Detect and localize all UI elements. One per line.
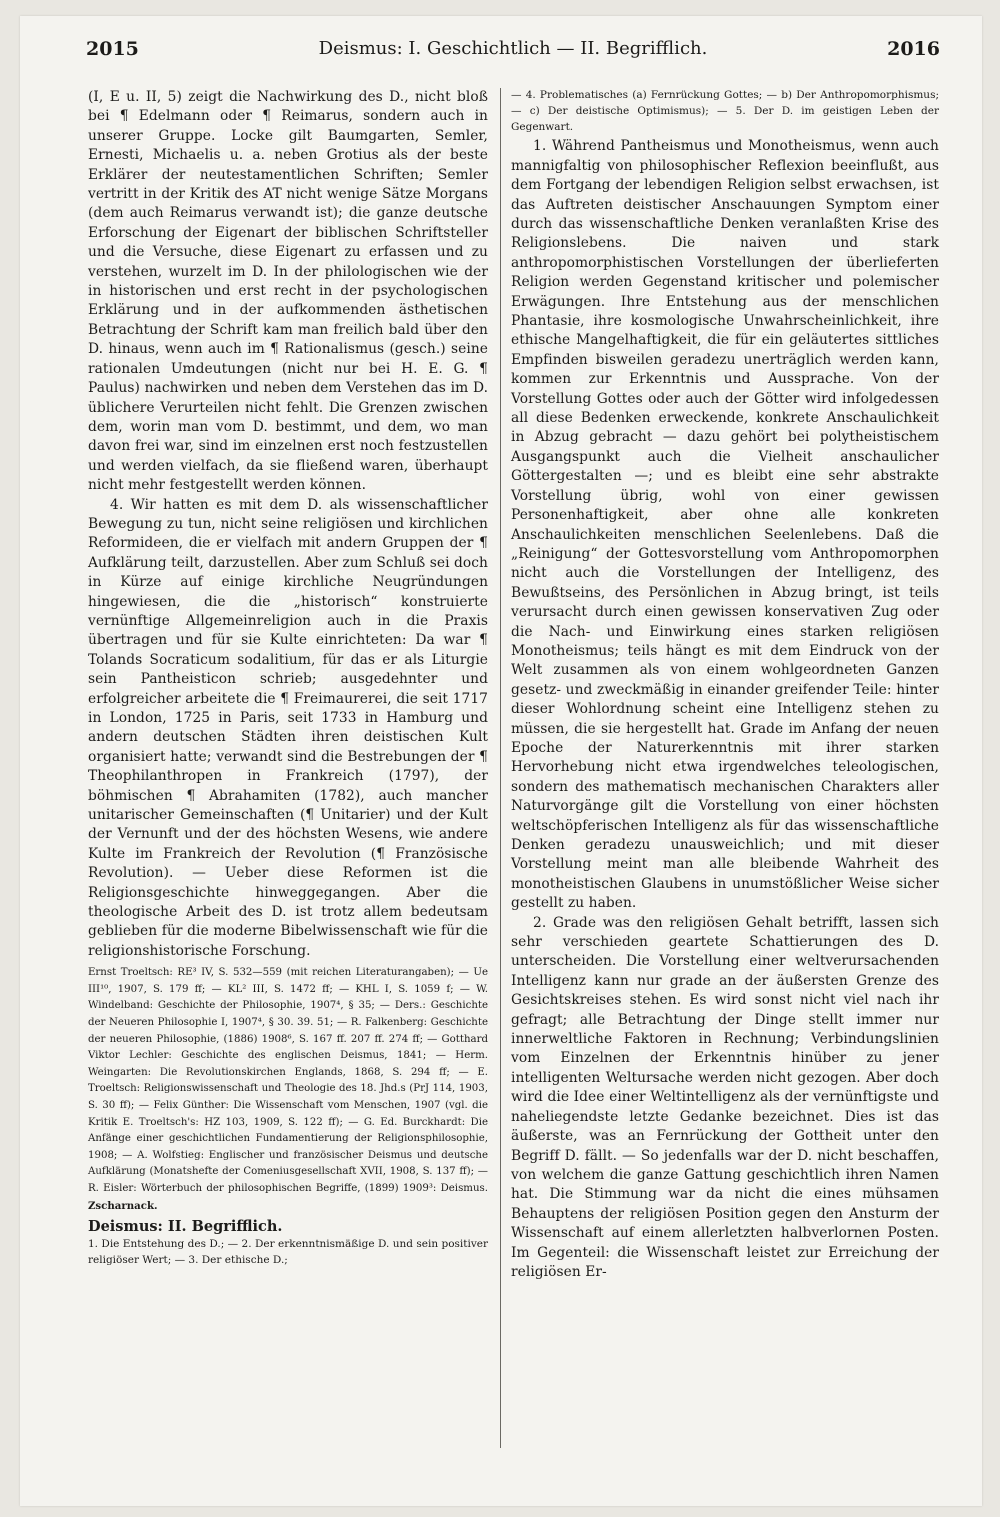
right-column (511, 88, 939, 1282)
literature-references (88, 965, 488, 1215)
section-toc-left: 1. Die Entstehung des D.; — 2. Der erkenntnismäßige D. und sein positiver religiöser Wert; — 3. Der ethische D.; (88, 1238, 488, 1266)
page-number-right: 2016 (887, 38, 940, 60)
left-paragraph-2: 4. Wir hatten es mit dem D. als wissenschaftlicher Bewegung zu tun, nicht seine religiösen und kirchlichen Reformideen, die er vielfach mit andern Gruppen der ¶ Aufklärung teilt, darzustellen. Aber zum Schluß sei doch in Kürze auf einige kirchliche Neugründungen hingewiesen, die die „historisch“ konstruierte vernünftige Allgemeinreligion auch in die Praxis übertragen und für sie Kulte einrichteten: Da war ¶ Tolands Socraticum sodalitium, für das er als Liturgie sein Pantheisticon schrieb; ausgedehnter und erfolgreicher arbeitete die ¶ Freimaurerei, die seit 1717 in London, 1725 in Paris, seit 1733 in Hamburg und andern deutschen Städten ihren deistischen Kult organisiert hatte; verwandt sind die Bestrebungen der ¶ Theophilanthropen in Frankreich (1797), der böhmischen ¶ Abrahamiten (1782), auch mancher unitarischer Gemeinschaften (¶ Unitarier) und der Kult der Vernunft und der des höchsten Wesens, wie andere Kulte im Frankreich der Revolution (¶ Französische Revolution). — Ueber diese Reformen ist die Religionsgeschichte hinweggegangen. Aber die theologische Arbeit des D. ist trotz allem bedeutsam geblieben für die moderne Bibelwissenschaft wie für die religionshistorische Forschung. (88, 496, 488, 959)
column-divider (500, 88, 501, 1448)
section-toc-right: — 4. Problematisches (a) Fernrückung Gottes; — b) Der Anthropomorphismus; — c) Der deistische Optimismus); — 5. Der D. im geistigen Leben der Gegenwart. (511, 89, 939, 133)
page-number-left: 2015 (86, 38, 139, 60)
left-column (88, 88, 488, 1269)
literature-author: Zscharnack. (88, 1199, 158, 1212)
right-paragraph-2: 2. Grade was den religiösen Gehalt betrifft, lassen sich sehr verschieden geartete Schattierungen des D. unterscheiden. Die Vorstellung einer weltverursachenden Intelligenz kann nur grade an der äußersten Grenze des Gesichtskreises stehen. Es wird sonst nicht viel nach ihr gefragt; alle Betrachtung der Dinge stellt immer nur innerweltliche Faktoren in Rechnung; Verbindungslinien vom Einzelnen der Erkenntnis hinüber zu jener intelligenten Weltursache werden nicht gezogen. Aber doch wird die Idee einer Weltintelligenz als der vernünftigste und naheliegendste letzte Gedanke bezeichnet. Dies ist das äußerste, was an Fernrückung der Gottheit unter den Begriff D. fällt. — So jedenfalls war der D. nicht beschaffen, von welchem die ganze Gattung geschichtlich ihren Namen hat. Die Stimmung war da nicht die eines mühsamen Behauptens der religiösen Position gegen den Ansturm der Wissenschaft auf einem allerletzten halbverlornen Posten. Im Gegenteil: die Wissenschaft leistet zur Erreichung der religiösen Er- (511, 914, 939, 1280)
section-title: Deismus: II. Begrifflich. (88, 1218, 283, 1236)
right-paragraph-1: 1. Während Pantheismus und Monotheismus, wenn auch mannigfaltig von philosophischer Reflexion beeinflußt, aus dem Fortgang der lebendigen Religion selbst erwachsen, ist das Auftreten deistischer Anschauungen Symptom einer durch das wissenschaftliche Denken veranlaßten Krise des Religionslebens. Die naiven und stark anthropomorphistischen Vorstellungen der überlieferten Religion werden Gegenstand kritischer und polemischer Erwägungen. Ihre Entstehung aus der menschlichen Phantasie, ihre kosmologische Unwahrscheinlichkeit, ihre ethische Mangelhaftigkeit, die für ein geläutertes sittliches Empfinden bisweilen geradezu unerträglich werden kann, kommen zur Erkenntnis und Aussprache. Von der Vorstellung Gottes oder auch der Götter wird infolgedessen all diese Bedenken erweckende, konkrete Anschaulichkeit in Abzug gebracht — dazu gehört bei polytheistischem Ausgangspunkt auch die Vielheit anschaulicher Göttergestalten —; und es bleibt eine sehr abstrakte Vorstellung übrig, wohl von einer gewissen Personenhaftigkeit, aber ohne alle konkreten Anschaulichkeiten menschlichen Seelenlebens. Daß die „Reinigung“ der Gottesvorstellung vom Anthropomorphen nicht auch die Vorstellungen der Intelligenz, des Bewußtseins, des Persönlichen in Abzug bringt, ist teils verursacht durch einen gewissen konservativen Zug oder die Nach- und Einwirkung eines starken religiösen Monotheismus; teils hängt es mit dem Eindruck von der Welt zusammen als von einem wohlgeordneten Ganzen gesetz- und zweckmäßig in einander greifender Teile: hinter dieser Wohlordnung scheint eine Intelligenz stehen zu müssen, die sie hergestellt hat. Grade im Anfang der neuen Epoche der Naturerkenntnis mit ihrer starken Hervorhebung nicht etwa irgendwelches teleologischen, sondern des mathematisch mechanischen Charakters aller Naturvorgänge gilt die Vorstellung von einer höchsten weltschöpferischen Intelligenz als für das wissenschaftliche Denken geradezu unausweichlich; und mit dieser Vorstellung meint man alle bleibende Wahrheit des monotheistischen Glaubens in unumstößlicher Weise sicher gestellt zu haben. (511, 138, 939, 912)
running-title: Deismus: I. Geschichtlich — II. Begrifflich. (318, 38, 708, 59)
left-paragraph-1: (I, E u. II, 5) zeigt die Nachwirkung des D., nicht bloß bei ¶ Edelmann oder ¶ Reimarus, sondern auch in unserer Gruppe. Locke gilt Baumgarten, Semler, Ernesti, Michaelis u. a. neben Grotius als der beste Erklärer der neutestamentlichen Schriften; Semler vertritt in der Kritik des AT nicht wenige Sätze Morgans (dem auch Reimarus verwandt ist); die ganze deutsche Erforschung der Eigenart der biblischen Schriftsteller und die Versuche, diese Eigenart zu erfassen und zu verstehen, wurzelt im D. In der philologischen wie der in historischen und erst recht in der psychologischen Erklärung und in der aufkommenden ästhetischen Betrachtung der Schrift kam man freilich bald über den D. hinaus, wenn auch im ¶ Rationalismus (gesch.) seine rationalen Umdeutungen (nicht nur bei H. E. G. ¶ Paulus) nachwirken und neben dem Verstehen das im D. üblichere Verurteilen nicht fehlt. Die Grenzen zwischen dem, worin man vom D. bestimmt, und dem, wo man davon frei war, sind im einzelnen erst noch festzustellen und werden vielfach, da sie fließend waren, überhaupt nicht mehr festgestellt werden können. (88, 89, 488, 494)
literature-text: Ernst Troeltsch: RE³ IV, S. 532—559 (mit reichen Literaturangaben); — Ue III¹⁰, 1907, S. 179 ff; — KL² III, S. 1472 ff; — KHL I, S. 1059 f; — W. Windelband: Geschichte der Philosophie, 1907⁴, § 35; — Ders.: Geschichte der Neueren Philosophie I, 1907⁴, § 30. 39. 51; — R. Falkenberg: Geschichte der neueren Philosophie, (1886) 1908⁶, S. 167 ff. 207 ff. 274 ff; — Gotthard Viktor Lechler: Geschichte des englischen Deismus, 1841; — Herm. Weingarten: Die Revolutionskirchen Englands, 1868, S. 294 ff; — E. Troeltsch: Religionswissenschaft und Theologie des 18. Jhd.s (PrJ 114, 1903, S. 30 ff); — Felix Günther: Die Wissenschaft vom Menschen, 1907 (vgl. die Kritik E. Troeltsch's: HZ 103, 1909, S. 122 ff); — G. Ed. Burckhardt: Die Anfänge einer geschichtlichen Fundamentierung der Religionsphilosophie, 1908; — A. Wolfstieg: Englischer und französischer Deismus und deutsche Aufklärung (Monatshefte der Comeniusgesellschaft XVII, 1908, S. 137 ff); — R. Eisler: Wörterbuch der philosophischen Begriffe, (1899) 1909³: Deismus. (88, 967, 488, 1194)
page-header (86, 38, 940, 68)
